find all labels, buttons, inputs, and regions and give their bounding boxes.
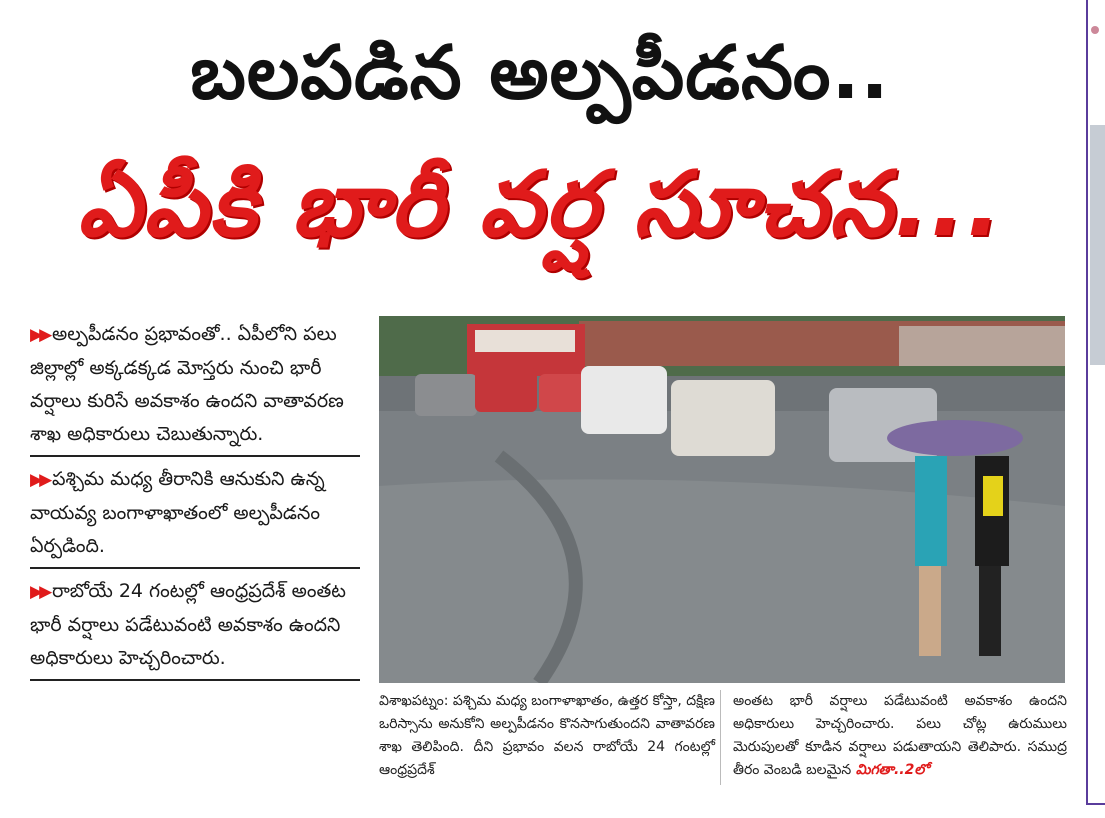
caption-column-2-text: అంతట భారీ వర్షాలు పడేటువంటి అవకాశం ఉందని అధికారులు హెచ్చరించారు. పలు చోట్ల ఉరుములు మెరుపులతో కూడిన వర్షాలు పడుతాయని తెలిపారు. సముద్ర తీరం వెంబడి బలమైన: [733, 693, 1067, 778]
frame-strip: [1090, 125, 1105, 365]
caption-column-1: విశాఖపట్నం: పశ్చిమ మధ్య బంగాళాఖాతం, ఉత్తర కోస్తా, దక్షిణ ఒరిస్సాను అనుకోని అల్పపీడనం కొనసాగుతుందని వాతావరణ శాఖ తెలిపింది. దీని ప్రభావం వలన రాబోయే 24 గంటల్లో ఆంధ్రప్రదేశ్: [379, 693, 715, 778]
rain-street-photo: [379, 316, 1065, 683]
double-arrow-icon: ▶▶: [30, 582, 49, 602]
bullet-text-1: అల్పపీడనం ప్రభావంతో.. ఏపీలోని పలు జిల్లాల్లో అక్కడక్కడ మోస్తరు నుంచి భారీ వర్షాలు కురిసే అవకాశం ఉందని వాతావరణ శాఖ అధికారులు చెబుతున్నారు.: [30, 323, 344, 445]
continued-link[interactable]: మిగతా..2లో: [855, 762, 929, 778]
frame-dot: [1091, 26, 1099, 34]
headline-line-1: బలపడిన అల్పపీడనం..: [190, 30, 890, 116]
double-arrow-icon: ▶▶: [30, 325, 49, 345]
double-arrow-icon: ▶▶: [30, 470, 49, 490]
bullet-item-1: [30, 318, 360, 457]
bullet-text-3: రాబోయే 24 గంటల్లో ఆంధ్రప్రదేశ్ అంతట భారీ వర్షాలు పడేటువంటి అవకాశం ఉందని అధికారులు హెచ్చరించారు.: [30, 580, 346, 669]
frame-bottom-line: [1086, 803, 1105, 805]
bullet-text-2: పశ్చిమ మధ్య తీరానికి ఆనుకుని ఉన్న వాయవ్య బంగాళాఖాతంలో అల్పపీడనం ఏర్పడింది.: [30, 468, 325, 557]
caption-column-2: [733, 690, 1067, 782]
headline-line-2: ఏపీకి భారీ వర్ష సూచన...: [77, 152, 1003, 257]
adjacent-page-edge: [1086, 0, 1105, 818]
bullet-item-2: [30, 463, 360, 569]
frame-line: [1086, 0, 1088, 805]
news-photo: [379, 316, 1065, 683]
caption-divider: [720, 690, 721, 785]
bullet-list: [30, 318, 360, 681]
bullet-item-3: [30, 575, 360, 681]
